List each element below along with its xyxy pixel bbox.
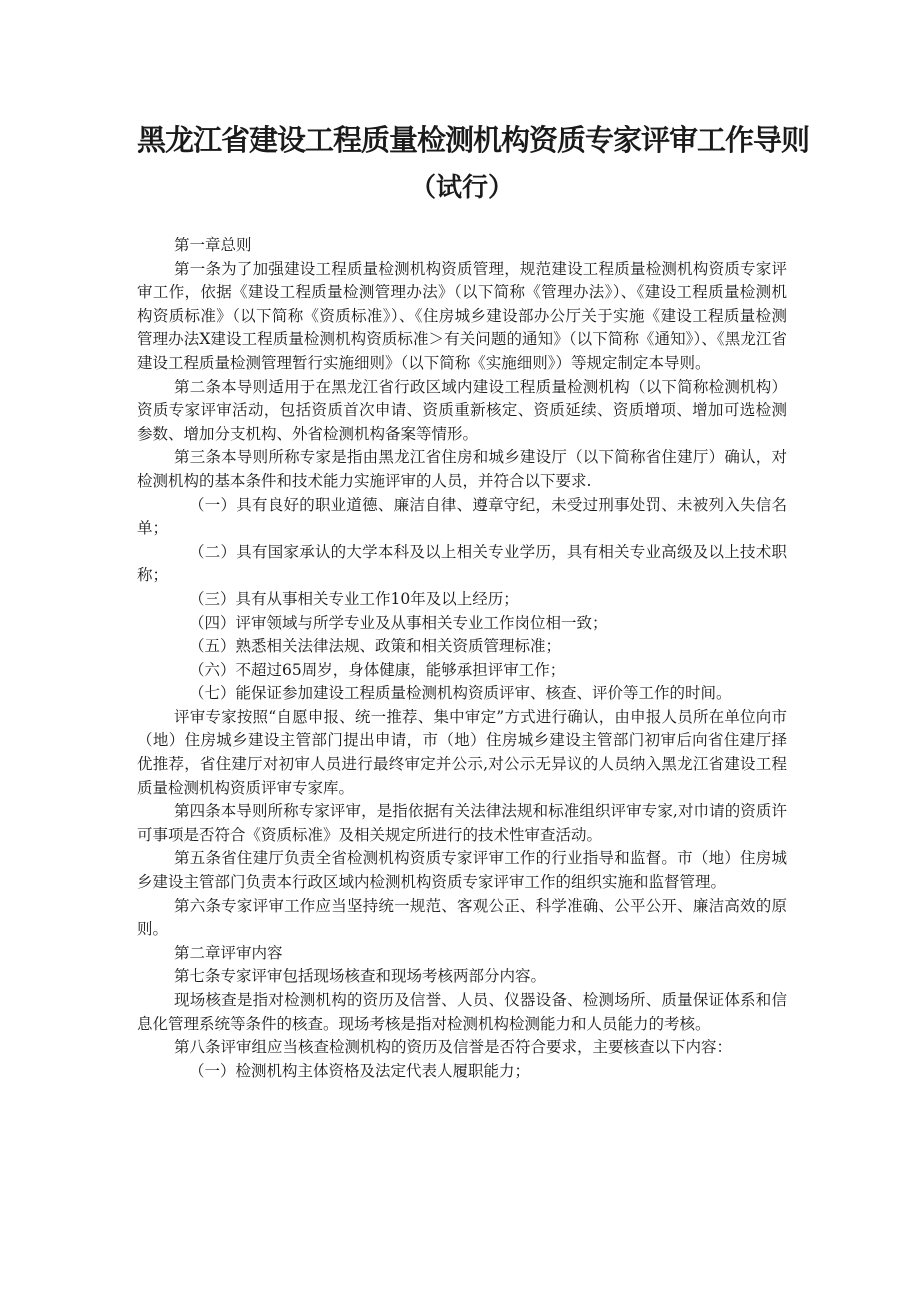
list-item: （六）不超过65周岁，身体健康，能够承担评审工作；: [189, 660, 566, 679]
paragraph: 第八条评审组应当核查检测机构的资历及信誉是否符合要求，主要核查以下内容：: [174, 1038, 733, 1057]
paragraph: 第四条本导则所称专家评审，是指依据有关法律法规和标准组织评审专家,对巾请的资质许可事项是否符合《资质标准》及相关规定所进行的技术性审查活动。: [137, 802, 787, 844]
paragraph: 第一条为了加强建设工程质量检测机构资质管理，规范建设工程质量检测机构资质专家评审工作，依据《建设工程质量检测管理办法》（以下简称《管理办法》）、《建设工程质量检测机构资质标准》（以下简称《资质标准》）、《住房城乡建设部办公厅关于实施《建设工程质量检测管理办法X建设工程质量检测机构资质标准＞有关问题的通知》（以下简称《通知》）、《黑龙江省建设工程质量检测管理暂行实施细则》（以下简称《实施细则》）等规定制定本导则。: [137, 259, 787, 372]
list-item: （五）熟悉相关法律法规、政策和相关资质管理标准；: [189, 637, 562, 656]
document-page: [137, 118, 810, 1083]
paragraph: 第五条省住建厅负责全省检测机构资质专家评审工作的行业指导和监督。市（地）住房城乡建设主管部门负责本行政区域内检测机构资质专家评审工作的组织实施和监督管理。: [137, 849, 787, 892]
paragraph: 第三条本导则所称专家是指由黑龙江省住房和城乡建设厅（以下简称省住建厅）确认，对检测机构的基本条件和技术能力实施评审的人员，并符合以下要求.: [137, 448, 787, 490]
list-item: （一）具有良好的职业道德、廉洁自律、遵章守纪，未受过刑事处罚、未被列入失信名单；: [137, 495, 787, 538]
document-body: [137, 234, 787, 1083]
document-title: 黑龙江省建设工程质量检测机构资质专家评审工作导则: [137, 123, 810, 157]
paragraph: 第二条本导则适用于在黑龙江省行政区域内建设工程质量检测机构（以下简称检测机构）资质专家评审活动，包括资质首次申请、资质重新核定、资质延续、资质增项、增加可选检测参数、增加分支机构、外省检测机构备案等情形。: [137, 377, 787, 443]
list-item: （四）评审领域与所学专业及从事相关专业工作岗位相一致；: [189, 613, 608, 632]
list-item: （一）检测机构主体资格及法定代表人履职能力；: [189, 1061, 531, 1080]
document-subtitle: （试行）: [409, 173, 514, 203]
list-item: （七）能保证参加建设工程质量检测机构资质评审、核查、评价等工作的时间。: [189, 684, 732, 703]
list-item: （二）具有国家承认的大学本科及以上相关专业学历，具有相关专业高级及以上技术职称；: [137, 542, 787, 585]
paragraph: 现场核查是指对检测机构的资历及信誉、人员、仪器设备、检测场所、质量保证体系和信息化管理系统等条件的核查。现场考核是指对检测机构检测能力和人员能力的考核。: [137, 991, 787, 1033]
list-item: （三）具有从事相关专业工作10年及以上经历；: [189, 589, 519, 608]
chapter-heading: 第二章评审内容: [174, 943, 283, 962]
paragraph: 第六条专家评审工作应当坚持统一规范、客观公正、科学准确、公平公开、廉洁高效的原则。: [137, 896, 787, 939]
chapter-heading: 第一章总则: [174, 236, 252, 254]
paragraph: 第七条专家评审包括现场核查和现场考核两部分内容。: [174, 967, 547, 986]
paragraph: 评审专家按照“自愿申报、统一推荐、集中审定”方式进行确认，由申报人员所在单位向市（地）住房城乡建设主管部门提出申请，市（地）住房城乡建设主管部门初审后向省住建厅择优推荐，省住建厅对初审人员进行最终审定并公示,对公示无异议的人员纳入黑龙江省建设工程质量检测机构资质评审专家库。: [137, 707, 787, 797]
